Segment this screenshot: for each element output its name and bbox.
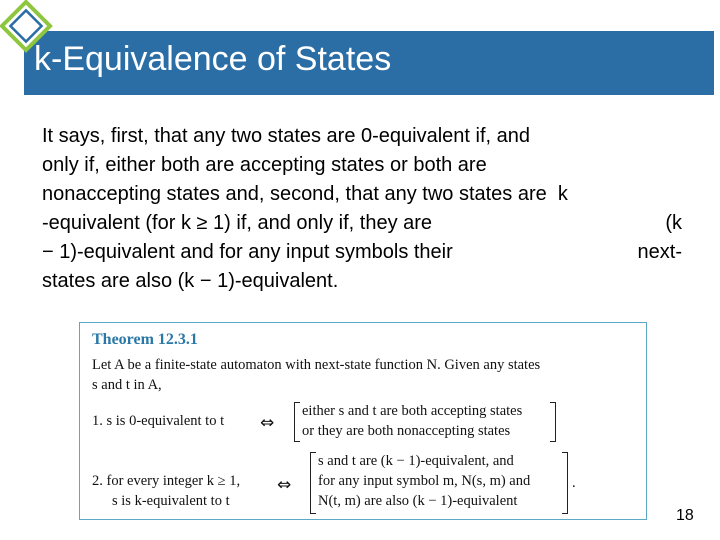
body-paragraph (42, 122, 682, 296)
body-line-part: -equivalent (for k ≥ 1) if, and only if, they are (42, 212, 433, 234)
theorem-box (79, 322, 647, 520)
theorem-item-2-label: 2. for every integer k ≥ 1, (92, 473, 241, 489)
theorem-intro-line: s and t in A, (92, 377, 162, 393)
theorem-condition-line: either s and t are both accepting states (302, 403, 523, 419)
bracket-right (562, 452, 568, 514)
theorem-title: Theorem 12.3.1 (92, 331, 198, 348)
theorem-condition-line: s and t are (k − 1)-equivalent, and (318, 453, 514, 469)
slide-title: k-Equivalence of States (34, 40, 392, 78)
theorem-period: . (572, 475, 576, 491)
theorem-condition-line: N(t, m) are also (k − 1)-equivalent (318, 493, 518, 509)
bracket-left (294, 402, 300, 442)
theorem-condition-line: or they are both nonaccepting states (302, 423, 511, 439)
body-line: It says, first, that any two states are 0-equivalent if, and (42, 125, 531, 147)
bracket-left (310, 452, 316, 514)
body-line: nonaccepting states and, second, that any two states are k (42, 183, 568, 205)
body-line-part: (k (665, 212, 682, 234)
theorem-item-2-label: s is k-equivalent to t (112, 493, 230, 509)
body-line: states are also (k − 1)-equivalent. (42, 270, 339, 292)
page-number: 18 (676, 507, 694, 524)
body-line: only if, either both are accepting states or both are (42, 154, 487, 176)
body-line (42, 209, 682, 238)
theorem-condition-line: for any input symbol m, N(s, m) and (318, 473, 531, 489)
theorem-intro-line: Let A be a finite-state automaton with next-state function N. Given any states (92, 357, 541, 373)
iff-icon: ⇔ (277, 475, 292, 495)
body-line-part: next- (637, 241, 682, 263)
body-line-part: − 1)-equivalent and for any input symbols their (42, 241, 453, 263)
diamond-logo-icon (0, 0, 60, 60)
bracket-right (550, 402, 556, 442)
iff-icon: ⇔ (260, 413, 275, 433)
theorem-item-1-label: 1. s is 0-equivalent to t (92, 413, 225, 429)
body-line (42, 238, 682, 267)
